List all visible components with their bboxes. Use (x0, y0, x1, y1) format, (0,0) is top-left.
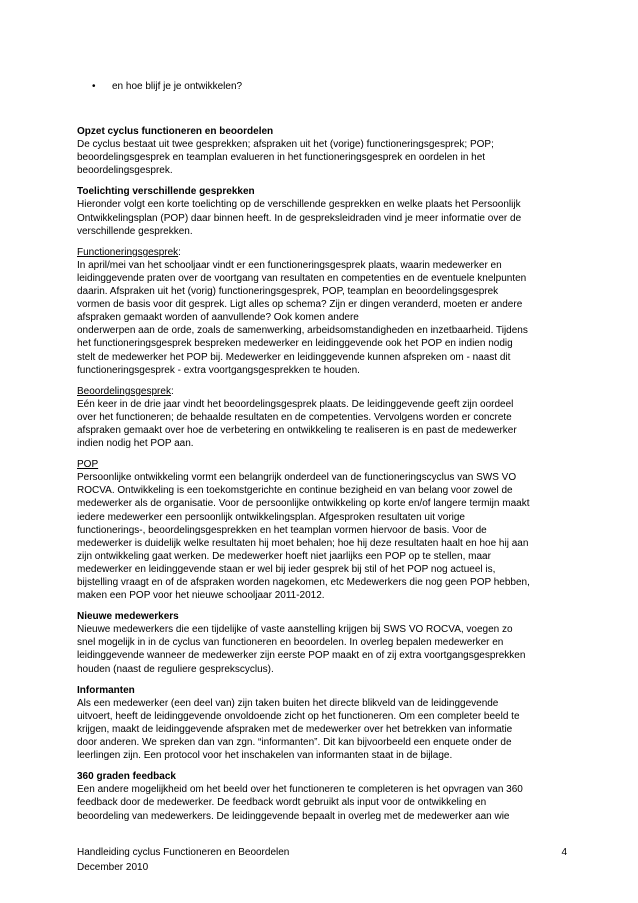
text-line: beoordelingsgesprek. (77, 165, 173, 177)
text-line: Een andere mogelijkheid om het beeld over het functioneren te completeren is het opvragen van 360 (77, 784, 523, 796)
section-heading: POP (77, 459, 99, 471)
section-informanten (77, 684, 567, 763)
text-line: feedback door de medewerker. De feedback wordt gebruikt als input voor de ontwikkeling en (77, 797, 487, 809)
text-line: Ontwikkelingsplan (POP) daar binnen heeft. In de gespreksleidraden vind je meer informatie over de (77, 212, 522, 224)
text-line: over het functioneren; de behaalde resultaten en de competenties. Vervolgens worden er concrete (77, 411, 512, 423)
text-line: daarin. Afspraken uit het (vorig) functioneringsgesprek, POP, teamplan en beoordelingsgesprek (77, 286, 499, 298)
text-line: krijgen, maakt de leidinggevende afspraken met de medewerker over het betrekken van informatie (77, 723, 513, 735)
text-line: zijn ontwikkeling gaat werken. De medewerker hoeft niet jaarlijks een POP op te stellen, maar (77, 550, 491, 562)
page-number: 4 (561, 847, 567, 858)
text-line: vormen de basis voor dit gesprek. Ligt alles op schema? Zijn er dingen veranderd, moeten er andere (77, 299, 523, 311)
section-heading: 360 graden feedback (77, 771, 176, 783)
text-line: Persoonlijke ontwikkeling vormt een belangrijk onderdeel van de functioneringscyclus van SWS VO (77, 472, 517, 484)
text-line: De cyclus bestaat uit twee gesprekken; afspraken uit het (vorige) functioneringsgesprek; POP; (77, 139, 494, 151)
text-line: bijstelling vraagt en of de afspraken worden nagekomen, etc Medewerkers die nog geen POP hebben, (77, 577, 530, 588)
text-line: beoordeling van medewerkers. De leidinggevende bepaalt in overleg met de medewerker aan wie (77, 810, 510, 822)
text-line: iedere medewerker een persoonlijk ontwikkelingsplan. Afgesproken resultaten uit vorige (77, 511, 465, 523)
text-line: Hieronder volgt een korte toelichting op de verschillende gesprekken en welke plaats het Persoonlijk (77, 199, 521, 211)
section-beoordelingsgesprek (77, 385, 567, 450)
text-line: medewerker en leidinggevende staan er wel bij ieder gesprek bij stil of het POP nog actueel is, (77, 563, 496, 575)
section-toelichting (77, 185, 567, 237)
text-line: Als een medewerker (een deel van) zijn taken buiten het directe blikveld van de leidinggevende (77, 697, 499, 709)
text-line: stelt de medewerker het POP bij. Medewerker en leidinggevende kunnen afspreken om - naast dit (77, 351, 511, 363)
text-line: onderwerpen aan de orde, zoals de samenwerking, arbeidsomstandigheden en inzetbaarheid. Tijdens (77, 325, 528, 337)
text-line: medewerker als de organisatie. Voor de persoonlijke ontwikkeling op korte en/of langere termijn maakt (77, 498, 530, 510)
section-heading-line (77, 385, 567, 398)
footer-title: Handleiding cyclus Functioneren en Beoordelen (77, 847, 290, 858)
page-footer (77, 845, 567, 875)
section-360-feedback (77, 770, 567, 822)
text-line: indien nodig het POP aan. (77, 438, 194, 450)
section-functioneringsgesprek (77, 246, 567, 377)
heading-colon: : (178, 246, 181, 258)
text-line: maken een POP voor het nieuwe schooljaar 2011-2012. (77, 590, 325, 602)
section-heading: Functioneringsgesprek (77, 246, 179, 258)
text-line: uitvoert, heeft de leidinggevende onvoldoende zicht op het functioneren. Om een completer beeld te (77, 710, 520, 722)
text-line: ROCVA. Ontwikkeling is een toekomstgerichte en continue bezigheid en van belang voor zowel de (77, 485, 513, 497)
text-line: leidinggevende praten over de voortgang van resultaten en competenties en de eventuele knelpunten (77, 272, 527, 284)
text-line: functioneringsgesprek - extra voortgangsgesprekken te houden. (77, 364, 360, 376)
bullet-text: en hoe blijf je je ontwikkelen? (112, 81, 243, 92)
section-heading: Informanten (77, 684, 135, 696)
text-line: het functioneringsgesprek bespreken medewerker en leidinggevende ook het POP en indien nodig (77, 338, 513, 350)
footer-date: December 2010 (77, 862, 149, 873)
text-line: Eén keer in de drie jaar vindt het beoordelingsgesprek plaats. De leidinggevende geeft zijn oordeel (77, 398, 514, 410)
text-line: beoordelingsgesprek en teamplan evalueren in het functioneringsgesprek en oordelen in het (77, 152, 486, 164)
section-heading: Opzet cyclus functioneren en beoordelen (77, 126, 274, 137)
section-heading: Nieuwe medewerkers (77, 611, 179, 623)
section-nieuwe-medewerkers (77, 610, 567, 675)
text-line: leidinggevende wanneer de medewerker zijn eerste POP maakt en of zij extra voortgangsgesprekken (77, 650, 526, 662)
section-heading-line (77, 246, 567, 259)
text-line: snel mogelijk in in de cyclus van functioneren en beoordelen. In overleg bepalen medewerker en (77, 637, 504, 649)
text-line: afspraken gemaakt over hoe de verbetering en ontwikkeling te realiseren is en past de medewerker (77, 424, 517, 436)
text-line: In april/mei van het schooljaar vindt er een functioneringsgesprek plaats, waarin medewerker en (77, 259, 502, 271)
section-opzet (77, 125, 567, 177)
text-line: door anderen. We spreken dan van zgn. “informanten”. Dit kan bijvoorbeeld een enquete onder de (77, 737, 512, 749)
section-pop (77, 458, 567, 602)
text-line: functionerings-, beoordelingsgesprekken en het teamplan vormen hiervoor de basis. Voor de (77, 524, 487, 536)
text-line: medewerker is duidelijk welke resultaten hij moet behalen; hoe hij deze resultaten haalt en hoe hij aan (77, 537, 529, 549)
text-line: afspraken gemaakt worden of aanvullende? Ook komen andere (77, 312, 359, 324)
bullet-dot-icon: • (92, 81, 96, 92)
document-body (77, 125, 567, 831)
text-line: Nieuwe medewerkers die een tijdelijke of vaste aanstelling krijgen bij SWS VO ROCVA, voegen zo (77, 624, 513, 636)
text-line: leerlingen zijn. Een protocol voor het inschakelen van informanten staat in de bijlage. (77, 750, 453, 762)
text-line: houden (naast de reguliere gesprekscyclus). (77, 663, 274, 675)
heading-colon: : (170, 385, 174, 397)
text-line: verschillende gesprekken. (77, 225, 193, 237)
section-heading: Toelichting verschillende gesprekken (77, 186, 255, 198)
section-heading: Beoordelingsgesprek (77, 385, 171, 397)
